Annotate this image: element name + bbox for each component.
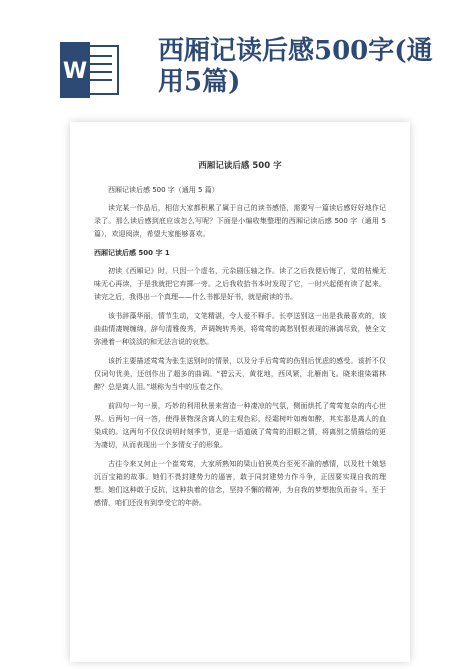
section-heading: 西厢记读后感 500 字 1 <box>94 249 170 257</box>
page-title: 西厢记读后感500字(通用5篇) <box>158 36 433 97</box>
body-paragraph: 古往今来又何止一个崔莺莺，大家所熟知的梁山伯祝英台至死不渝的感情，以及杜十娘怒沉百宝箱的故事。她们不畏封建势力的逼害，敢于同封建势力作斗争，正因要实现自我的理想。她们这种敢于反抗，这种执着的信念，坚持不懈的精神，为自我的梦想抱负而奋斗。至于感情，咱们还没有到享受它的年龄。 <box>94 460 386 507</box>
body-paragraph: 前四句一句一景，巧妙的利用秋景来营造一种凄凉的气氛，侧面烘托了莺莺复杂的内心世界。后两句一问一答，使得景物深含离人的主观色彩，经霜树叶如痴如醉，其实那是离人的血染成的。这两句不仅仅说明时刻季节，更是一语道破了莺莺的泪眼之情，将离别之情描绘的更为凄切，从而表现出一个多情女子的形象。 <box>94 402 386 449</box>
document-subtitle: 西厢记读后感 500 字（通用 5 篇） <box>108 186 219 194</box>
word-icon-letter: W <box>62 59 88 84</box>
document-title: 西厢记读后感 500 字 <box>198 161 282 171</box>
body-paragraph: 该书辞藻华丽，情节生动，文笔精湛，令人爱不释手。长亭送别这一出是我最喜欢的，该曲曲情凄婉缠绵，辞句清雅俊秀，声调婉转秀美，将莺莺的离愁别恨表现的淋漓尽致，使全文弥漫着一种淡淡的和无法言说的哀愁。 <box>94 312 386 346</box>
header-banner <box>0 0 474 120</box>
body-paragraph: 该折主要描述莺莺为张生送别时的情景，以及分手后莺莺的伤别后忧虑的感受。该折不仅仅词句优美，还创作出了超多的曲调。“碧云天，黄花地，西风紧，北雁南飞。晓来谁染霜林醉？总是离人泪。”堪称为当中的压卷之作。 <box>94 357 386 391</box>
document-body <box>94 160 386 516</box>
intro-paragraph: 读完某一作品后，相信大家都积累了属于自己的读书感悟，需要写一篇读后感好好地作记录了。那么读后感到底应该怎么写呢？下面是小编收集整理的西厢记读后感 500 字（通用 5 篇），欢迎阅读，希望大家能够喜欢。 <box>94 204 386 238</box>
word-document-icon <box>58 42 120 98</box>
body-paragraph: 初读《西厢记》时，只因一个虚名，元杂剧压轴之作。读了之后我便后悔了，觉的枯燥无味无心再读，于是我就把它弃掷一旁。之后我收拾书本时发现了它，一时兴起便有读了起来。读完之后，我得出一个真理——什么书都是好书，就是耐读的书。 <box>94 267 386 301</box>
document-page <box>70 122 410 662</box>
